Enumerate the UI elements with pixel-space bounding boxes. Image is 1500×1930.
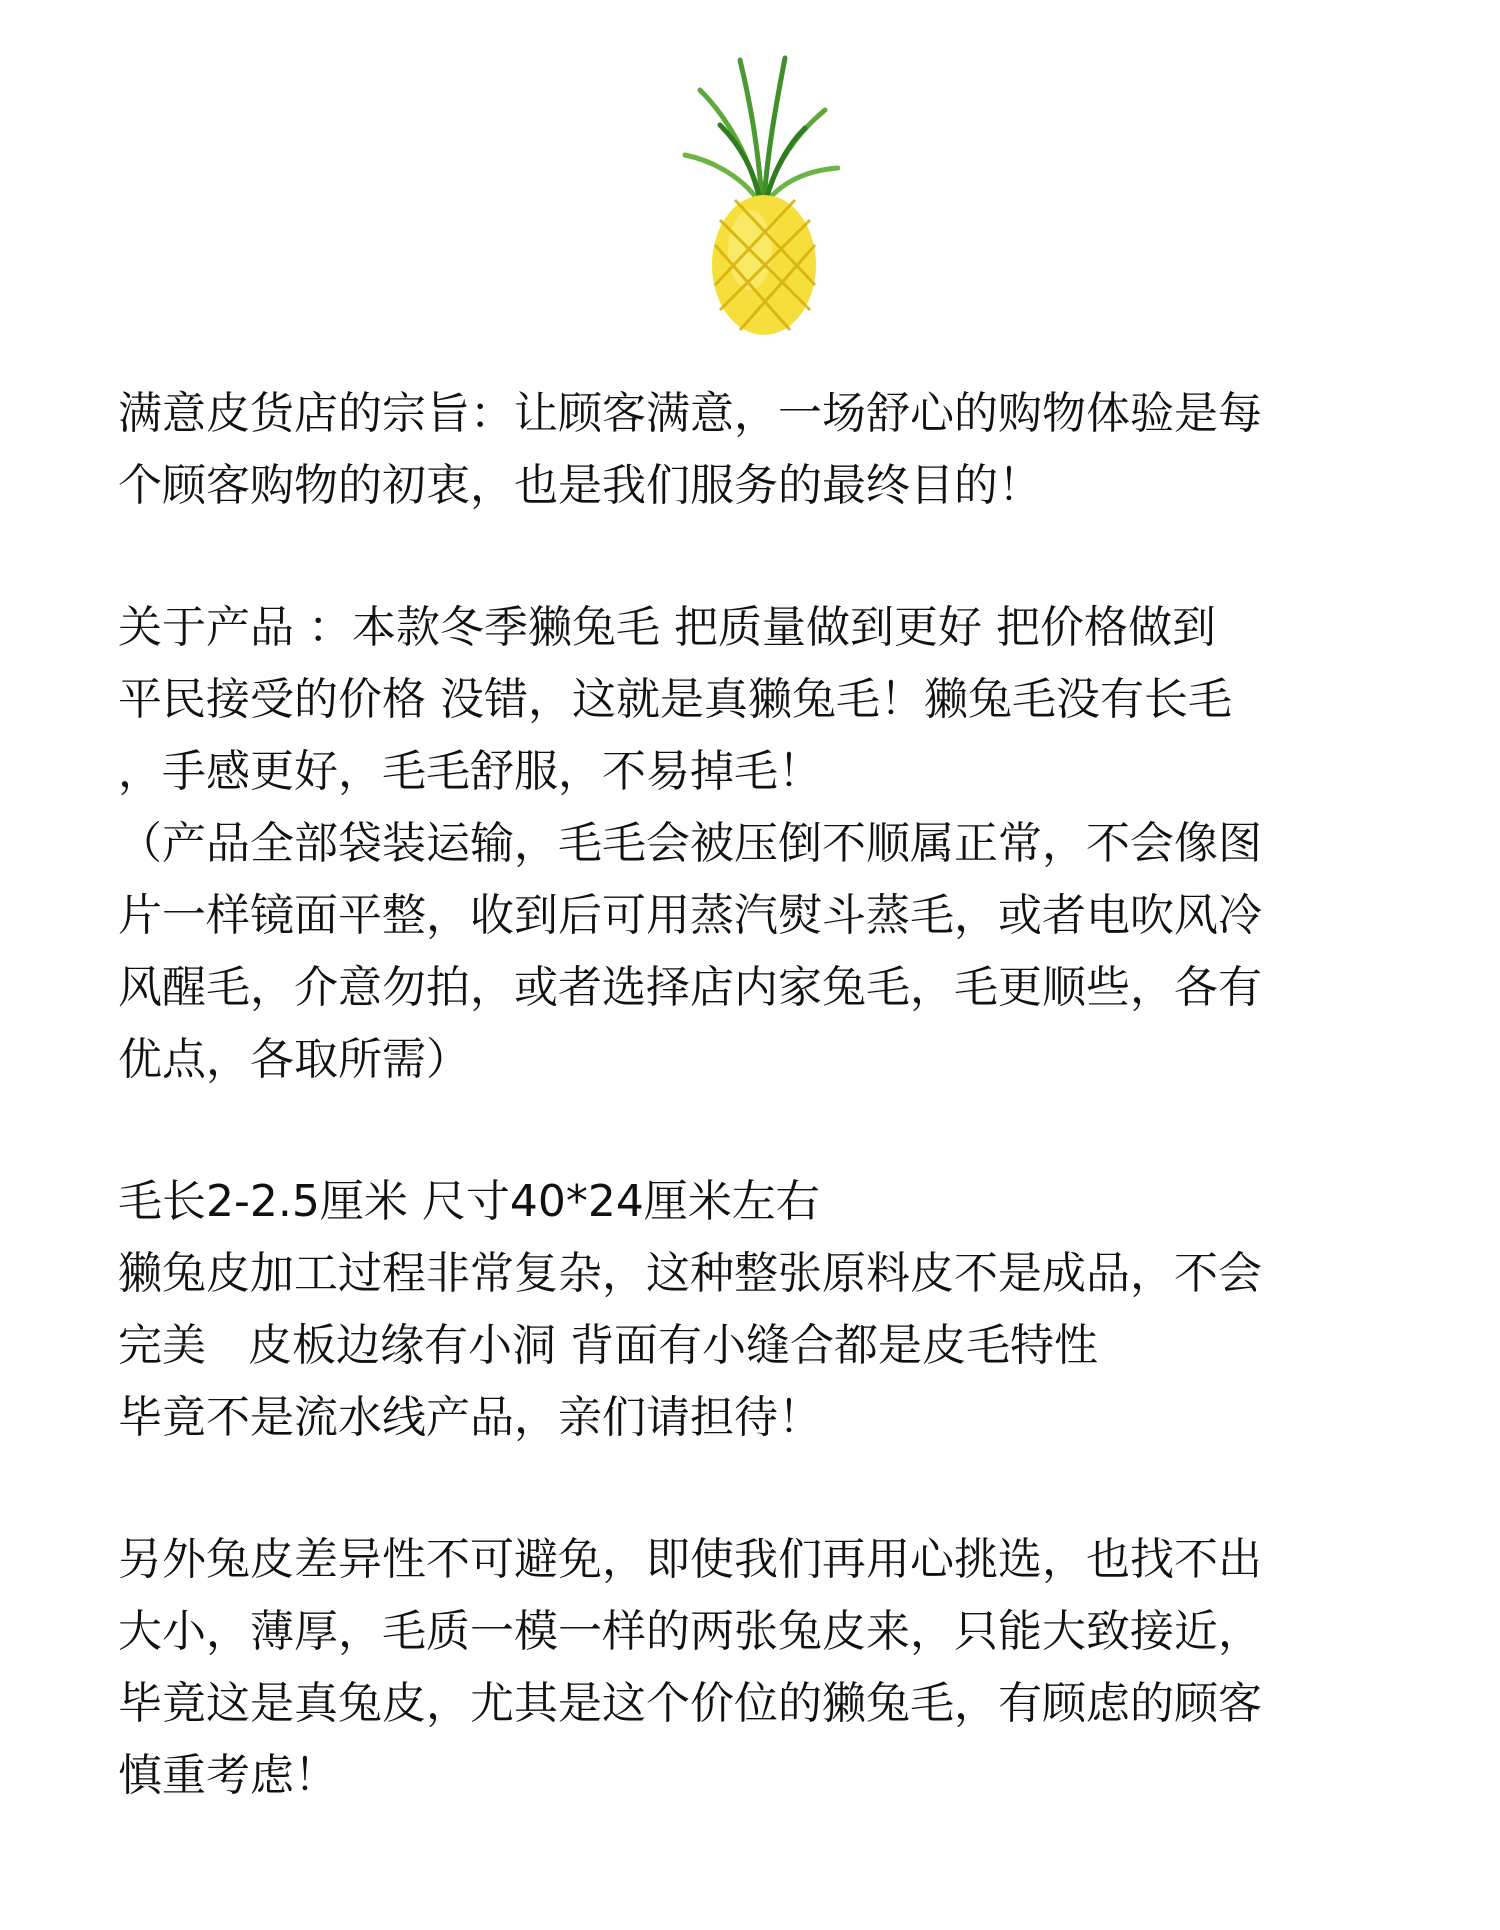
text-line: 片一样镜面平整，收到后可用蒸汽熨斗蒸毛，或者电吹风冷: [118, 890, 1262, 941]
text-line: 毕竟这是真兔皮，尤其是这个价位的獭兔毛，有顾虑的顾客: [118, 1678, 1262, 1729]
text-line: （产品全部袋装运输，毛毛会被压倒不顺属正常，不会像图: [118, 818, 1262, 869]
text-line: 平民接受的价格 没错，这就是真獭兔毛！獭兔毛没有长毛: [118, 674, 1232, 725]
text-line: 獭兔皮加工过程非常复杂，这种整张原料皮不是成品，不会: [118, 1248, 1262, 1299]
text-line: 大小，薄厚，毛质一模一样的两张兔皮来，只能大致接近，: [118, 1606, 1262, 1657]
paragraph-specs: [118, 1166, 1398, 1454]
text-line: 另外兔皮差异性不可避免，即使我们再用心挑选，也找不出: [118, 1534, 1262, 1585]
text-line: 完美 皮板边缘有小洞 背面有小缝合都是皮毛特性: [118, 1320, 1098, 1371]
text-line: ，手感更好，毛毛舒服，不易掉毛！: [118, 746, 822, 797]
text-line: 慎重考虑！: [118, 1750, 338, 1801]
pineapple-icon: [680, 50, 840, 340]
paragraph-product: [118, 592, 1398, 1096]
text-line: 个顾客购物的初衷，也是我们服务的最终目的！: [118, 460, 1042, 511]
text-line: 关于产品 ：本款冬季獭兔毛 把质量做到更好 把价格做到: [118, 602, 1216, 653]
paragraph-notice: [118, 1524, 1398, 1812]
text-line: 满意皮货店的宗旨：让顾客满意，一场舒心的购物体验是每: [118, 388, 1262, 439]
paragraph-purpose: [118, 378, 1398, 522]
description-text: [118, 378, 1398, 1812]
text-line: 毛长2-2.5厘米 尺寸40*24厘米左右: [118, 1176, 820, 1227]
text-line: 风醒毛，介意勿拍，或者选择店内家兔毛，毛更顺些，各有: [118, 962, 1262, 1013]
text-line: 毕竟不是流水线产品，亲们请担待！: [118, 1392, 822, 1443]
text-line: 优点，各取所需）: [118, 1034, 470, 1085]
